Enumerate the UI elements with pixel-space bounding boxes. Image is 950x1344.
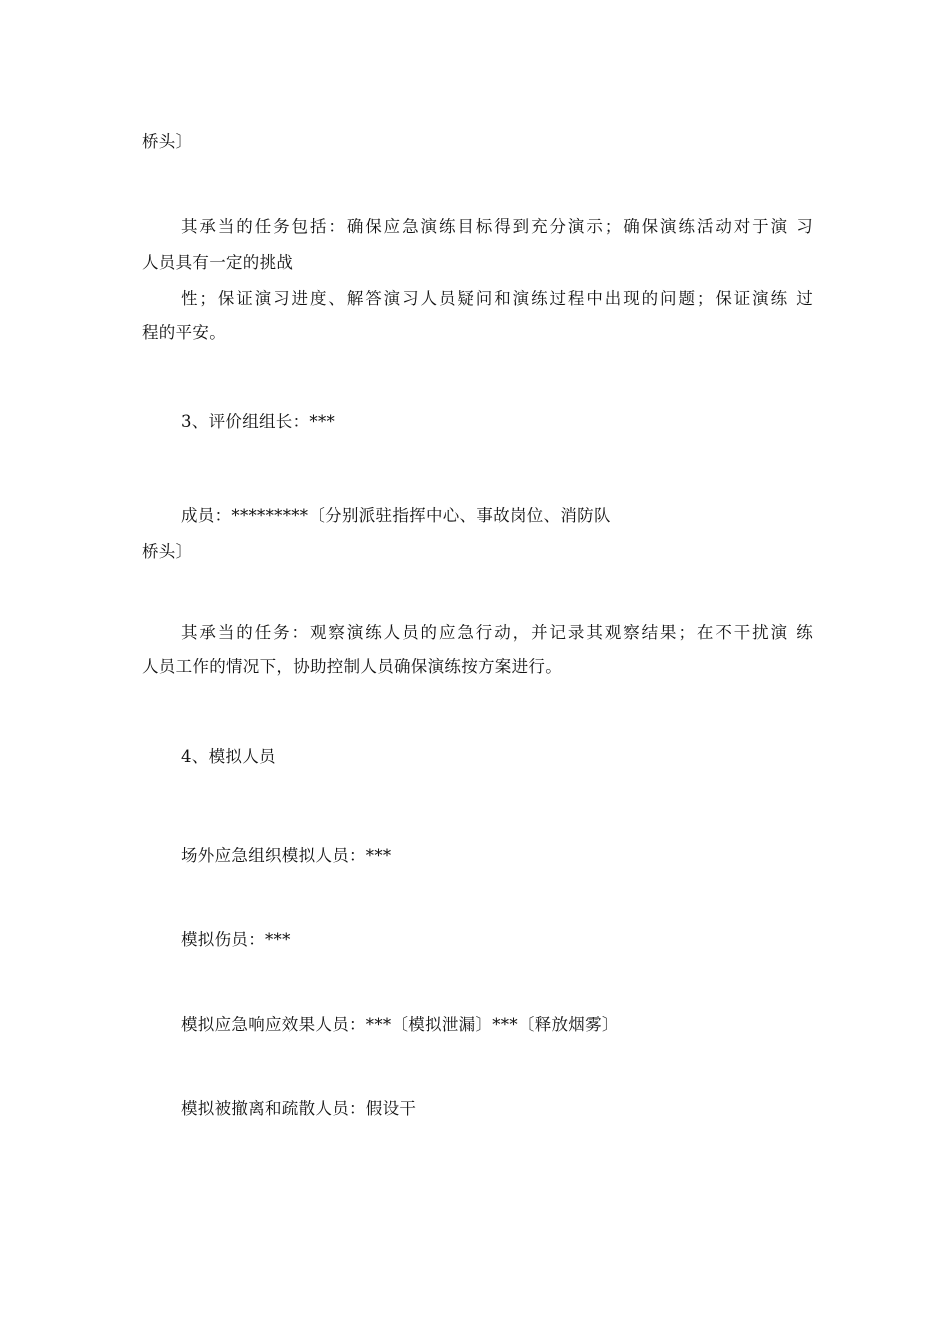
section3-members-line1: 成员：*********〔分别派驻指挥中心、事故岗位、消防队	[181, 506, 611, 525]
task1-line-c: 性；保证演习进度、解答演习人员疑问和演练过程中出现的问题；保证演练 过	[181, 289, 813, 308]
sim-evacuees-line: 模拟被撤离和疏散人员：假设干	[181, 1099, 417, 1118]
sim-effects-line: 模拟应急响应效果人员：***〔模拟泄漏〕***〔释放烟雾〕	[181, 1015, 619, 1034]
sim-injured-line: 模拟伤员：***	[181, 930, 291, 949]
task2-line-a: 其承当的任务：观察演练人员的应急行动，并记录其观察结果；在不干扰演 练	[181, 623, 813, 642]
sim-offsite-line: 场外应急组织模拟人员：***	[181, 846, 392, 865]
task2-line-b: 人员工作的情况下，协助控制人员确保演练按方案进行。	[142, 657, 562, 676]
text-line-bridge-head: 桥头〕	[142, 132, 193, 151]
task1-line-d: 程的平安。	[142, 323, 226, 342]
task1-line-b: 人员具有一定的挑战	[142, 253, 294, 272]
task1-line-a: 其承当的任务包括：确保应急演练目标得到充分演示；确保演练活动对于演 习	[181, 217, 813, 236]
section3-heading: 3、评价组组长：***	[181, 412, 336, 431]
section3-members-line2: 桥头〕	[142, 542, 193, 561]
section4-heading: 4、模拟人员	[181, 747, 276, 766]
